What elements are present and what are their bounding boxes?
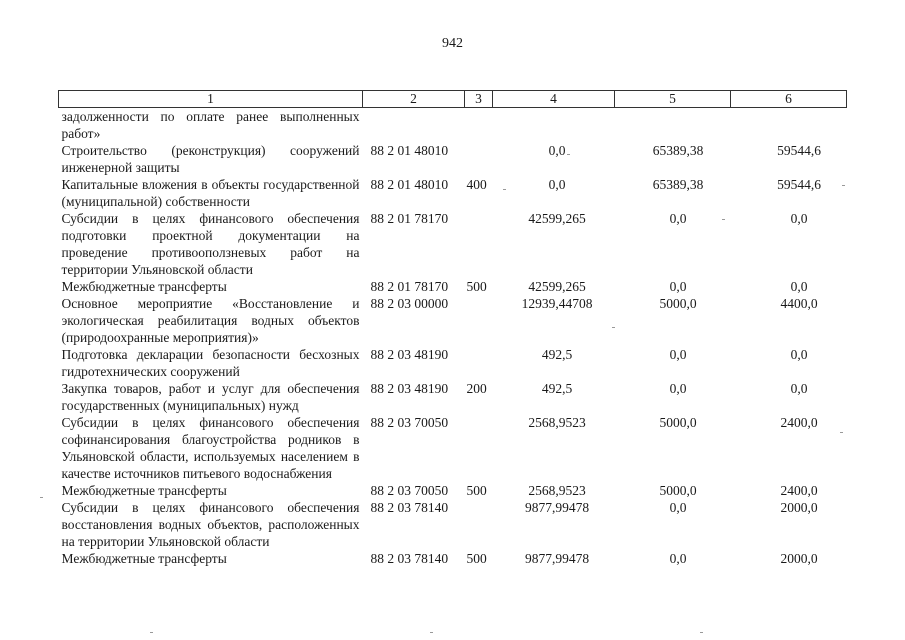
column-header-5: 5 bbox=[615, 91, 731, 108]
column-header-6: 6 bbox=[731, 91, 847, 108]
column-header-4: 4 bbox=[493, 91, 615, 108]
cell-value-col5: 65389,38 bbox=[652, 177, 704, 192]
cell-expense-type: 500 bbox=[466, 483, 487, 498]
cell-value-col4: 2568,9523 bbox=[528, 483, 586, 498]
cell-expense-type: 500 bbox=[466, 279, 487, 294]
cell-code: 88 2 03 70050 bbox=[370, 483, 449, 498]
page-number: 942 bbox=[442, 36, 463, 51]
table-row bbox=[59, 414, 847, 482]
cell-name: Основное мероприятие «Восстановление и экологическая реабилитация водных объектов (природоохранные мероприятия)» bbox=[61, 296, 360, 345]
cell-value-col5: 0,0 bbox=[669, 279, 687, 294]
cell-value-col6: 2400,0 bbox=[780, 415, 818, 430]
cell-name: задолженности по оплате ранее выполненных работ» bbox=[61, 109, 360, 141]
cell-name: Субсидии в целях финансового обеспечения восстановления водных объектов, расположенных на территории Ульяновской области bbox=[61, 500, 360, 549]
cell-value-col4: 2568,9523 bbox=[528, 415, 586, 430]
cell-value-col6: 2000,0 bbox=[780, 500, 818, 515]
cell-code: 88 2 03 00000 bbox=[370, 296, 449, 311]
cell-value-col6: 2000,0 bbox=[780, 551, 818, 566]
scan-speck bbox=[430, 632, 433, 633]
cell-code: 88 2 01 48010 bbox=[370, 177, 449, 192]
scan-speck bbox=[150, 632, 153, 633]
cell-value-col6: 0,0 bbox=[790, 347, 808, 362]
table-row bbox=[59, 278, 847, 295]
cell-value-col4: 492,5 bbox=[541, 347, 573, 362]
cell-expense-type bbox=[465, 295, 493, 346]
cell-value-col5: 0,0 bbox=[669, 211, 687, 226]
cell-value-col6: 59544,6 bbox=[777, 143, 821, 158]
scan-speck bbox=[40, 497, 43, 498]
scan-speck bbox=[840, 432, 843, 433]
scan-speck bbox=[503, 189, 506, 190]
table-row bbox=[59, 108, 847, 143]
cell-value-col4: 9877,99478 bbox=[524, 551, 590, 566]
table-row bbox=[59, 210, 847, 278]
cell-expense-type: 400 bbox=[466, 177, 487, 192]
cell-name: Межбюджетные трансферты bbox=[61, 551, 227, 566]
cell-value-col6: 59544,6 bbox=[777, 177, 821, 192]
table-row bbox=[59, 482, 847, 499]
budget-table bbox=[58, 90, 847, 567]
cell-expense-type bbox=[465, 210, 493, 278]
cell-code: 88 2 01 78170 bbox=[370, 279, 449, 294]
cell-value-col6: 4400,0 bbox=[780, 296, 818, 311]
cell-expense-type bbox=[465, 142, 493, 176]
cell-code: 88 2 01 48010 bbox=[370, 143, 449, 158]
column-header-1: 1 bbox=[59, 91, 363, 108]
cell-name: Подготовка декларации безопасности бесхозных гидротехнических сооружений bbox=[61, 347, 360, 379]
cell-value-col6: 0,0 bbox=[790, 381, 808, 396]
cell-code: 88 2 03 48190 bbox=[370, 347, 449, 362]
cell-value-col6: 0,0 bbox=[790, 279, 808, 294]
cell-value-col4: 42599,265 bbox=[528, 211, 586, 226]
cell-value-col5: 0,0 bbox=[669, 347, 687, 362]
cell-name: Капитальные вложения в объекты государственной (муниципальной) собственности bbox=[61, 177, 360, 209]
cell-value-col6: 0,0 bbox=[790, 211, 808, 226]
column-header-3: 3 bbox=[465, 91, 493, 108]
cell-expense-type bbox=[465, 499, 493, 550]
cell-value-col4: 492,5 bbox=[541, 381, 573, 396]
cell-code: 88 2 01 78170 bbox=[370, 211, 449, 226]
table-row bbox=[59, 176, 847, 210]
cell-name: Закупка товаров, работ и услуг для обеспечения государственных (муниципальных) нужд bbox=[61, 381, 360, 413]
cell-value-col4: 0,0 bbox=[548, 177, 566, 192]
cell-expense-type bbox=[465, 414, 493, 482]
cell-value-col5: 5000,0 bbox=[659, 415, 697, 430]
table-row bbox=[59, 499, 847, 550]
header-row bbox=[59, 91, 847, 108]
cell-value-col4: 42599,265 bbox=[528, 279, 586, 294]
cell-code: 88 2 03 70050 bbox=[370, 415, 449, 430]
scan-speck bbox=[842, 185, 845, 186]
cell-value-col5: 5000,0 bbox=[659, 483, 697, 498]
cell-value-col4 bbox=[493, 108, 615, 143]
cell-name: Строительство (реконструкция) сооружений инженерной защиты bbox=[61, 143, 360, 175]
cell-value-col6: 2400,0 bbox=[780, 483, 818, 498]
table-row bbox=[59, 380, 847, 414]
table-row bbox=[59, 295, 847, 346]
cell-name: Межбюджетные трансферты bbox=[61, 483, 227, 498]
cell-value-col5: 5000,0 bbox=[659, 296, 697, 311]
table-row bbox=[59, 142, 847, 176]
cell-value-col5 bbox=[615, 108, 731, 143]
cell-value-col5: 65389,38 bbox=[652, 143, 704, 158]
cell-value-col4: 9877,99478 bbox=[524, 500, 590, 515]
cell-name: Субсидии в целях финансового обеспечения софинансирования благоустройства родников в Ульяновской области, используемых населением в качестве источников питьевого водоснабжения bbox=[61, 415, 360, 481]
cell-expense-type: 500 bbox=[466, 551, 487, 566]
scan-speck bbox=[722, 219, 725, 220]
cell-value-col5: 0,0 bbox=[669, 551, 687, 566]
table-row bbox=[59, 346, 847, 380]
scan-speck bbox=[700, 632, 703, 633]
cell-value-col6 bbox=[731, 108, 847, 143]
column-header-2: 2 bbox=[363, 91, 465, 108]
cell-code: 88 2 03 78140 bbox=[370, 500, 449, 515]
cell-value-col4: 12939,44708 bbox=[521, 296, 593, 311]
scan-speck bbox=[612, 327, 615, 328]
cell-value-col5: 0,0 bbox=[669, 500, 687, 515]
cell-expense-type bbox=[465, 346, 493, 380]
cell-expense-type bbox=[465, 108, 493, 143]
cell-code bbox=[363, 108, 465, 143]
scan-speck bbox=[567, 154, 570, 155]
cell-expense-type: 200 bbox=[466, 381, 487, 396]
cell-name: Субсидии в целях финансового обеспечения подготовки проектной документации на проведение противооползневых работ на территории Ульяновской области bbox=[61, 211, 360, 277]
table-row bbox=[59, 550, 847, 567]
cell-code: 88 2 03 78140 bbox=[370, 551, 449, 566]
cell-value-col5: 0,0 bbox=[669, 381, 687, 396]
cell-value-col4: 0,0 bbox=[548, 143, 566, 158]
cell-name: Межбюджетные трансферты bbox=[61, 279, 227, 294]
cell-code: 88 2 03 48190 bbox=[370, 381, 449, 396]
